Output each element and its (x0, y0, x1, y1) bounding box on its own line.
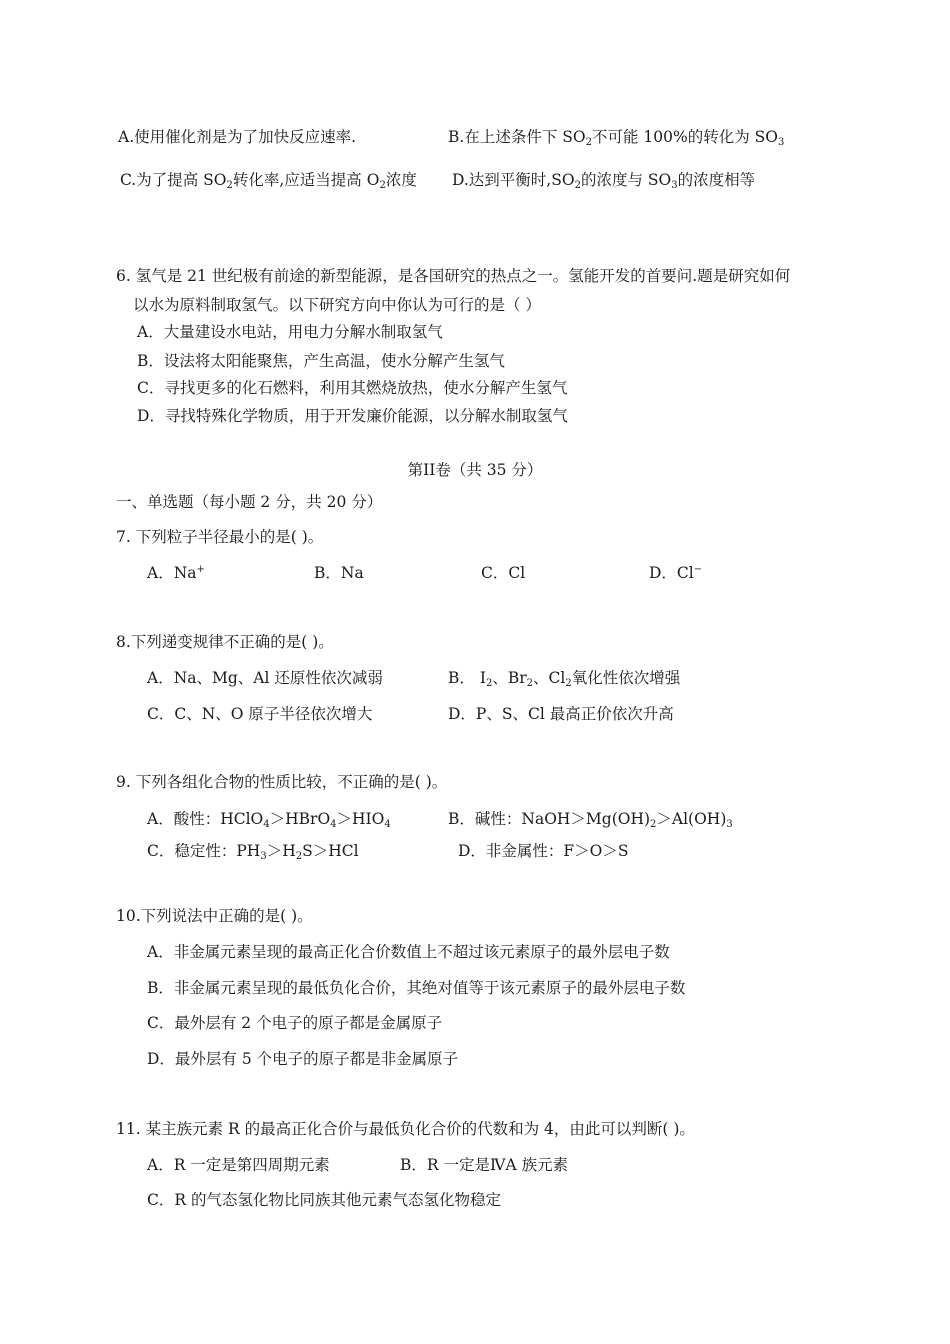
q5-option-c: C.为了提高 $SO_2$转化率,应适当提高 $O_2$浓度 (120, 171, 417, 191)
q10-option-c: C．最外层有 2 个电子的原子都是金属原子 (147, 1014, 443, 1032)
q9-option-d: D．非金属性：F＞O＞S (458, 842, 629, 860)
q6-option-c: C．寻找更多的化石燃料，利用其燃烧放热，使水分解产生氢气 (137, 379, 568, 397)
q7-option-a: A．Na+ (147, 564, 205, 582)
q5-option-d: D.达到平衡时$,SO_2$的浓度与 $SO_3$的浓度相等 (452, 171, 756, 191)
q8-option-b: B． $I_2$、$Br_2$、$Cl_2$氧化性依次增强 (448, 669, 681, 689)
q8-stem: 8.下列递变规律不正确的是( )。 (116, 633, 334, 651)
q6-stem-line2: 以水为原料制取氢气。以下研究方向中你认为可行的是（ ） (133, 296, 541, 314)
q10-option-b: B．非金属元素呈现的最低负化合价，其绝对值等于该元素原子的最外层电子数 (147, 979, 686, 997)
q8-option-d: D．P、S、Cl 最高正价依次升高 (448, 705, 674, 723)
q10-option-a: A．非金属元素呈现的最高正化合价数值上不超过该元素原子的最外层电子数 (147, 943, 670, 961)
section-subtitle: 一、单选题（每小题 2 分，共 20 分） (116, 493, 383, 511)
q7-option-c: C．Cl (481, 564, 526, 582)
q5-option-b: B.在上述条件下 $SO_2$不可能 100%的转化为 $SO_3$ (448, 128, 785, 148)
q6-stem-line1: 6. 氢气是 21 世纪极有前途的新型能源，是各国研究的热点之一。氢能开发的首要问.题是研究如何 (116, 267, 791, 285)
q8-option-c: C．C、N、O 原子半径依次增大 (147, 705, 373, 723)
q8-option-a: A．Na、Mg、Al 还原性依次减弱 (147, 669, 383, 687)
q10-option-d: D．最外层有 5 个电子的原子都是非金属原子 (147, 1050, 459, 1068)
q9-option-b: B．碱性：$NaOH>Mg(OH)_2>Al(OH)_3$ (448, 810, 733, 830)
q5-option-a: A.使用催化剂是为了加快反应速率. (118, 128, 357, 146)
q11-option-a: A．R 一定是第四周期元素 (147, 1156, 330, 1174)
q9-stem: 9. 下列各组化合物的性质比较，不正确的是( )。 (116, 773, 448, 791)
q7-stem: 7. 下列粒子半径最小的是( )。 (116, 528, 324, 546)
q6-option-d: D．寻找特殊化学物质，用于开发廉价能源，以分解水制取氢气 (137, 407, 568, 425)
section-title: 第II卷（共 35 分） (407, 461, 543, 479)
q11-option-c: C．R 的气态氢化物比同族其他元素气态氢化物稳定 (147, 1191, 501, 1209)
q7-option-b: B．Na (314, 564, 364, 582)
q9-option-c: C．稳定性：$PH_3>H_2S>HCl$ (147, 842, 359, 862)
q6-option-b: B．设法将太阳能聚焦，产生高温，使水分解产生氢气 (137, 352, 505, 370)
q7-option-d: D．Cl− (649, 564, 703, 582)
q6-option-a: A．大量建设水电站，用电力分解水制取氢气 (137, 323, 443, 341)
q10-stem: 10.下列说法中正确的是( )。 (116, 907, 313, 925)
q9-option-a: A．酸性：$HClO_4>HBrO_4>HIO_4$ (147, 810, 391, 830)
q11-stem: 11. 某主族元素 R 的最高正化合价与最低负化合价的代数和为 4，由此可以判断( )。 (116, 1120, 695, 1138)
q11-option-b: B．R 一定是ⅣA 族元素 (400, 1156, 569, 1174)
